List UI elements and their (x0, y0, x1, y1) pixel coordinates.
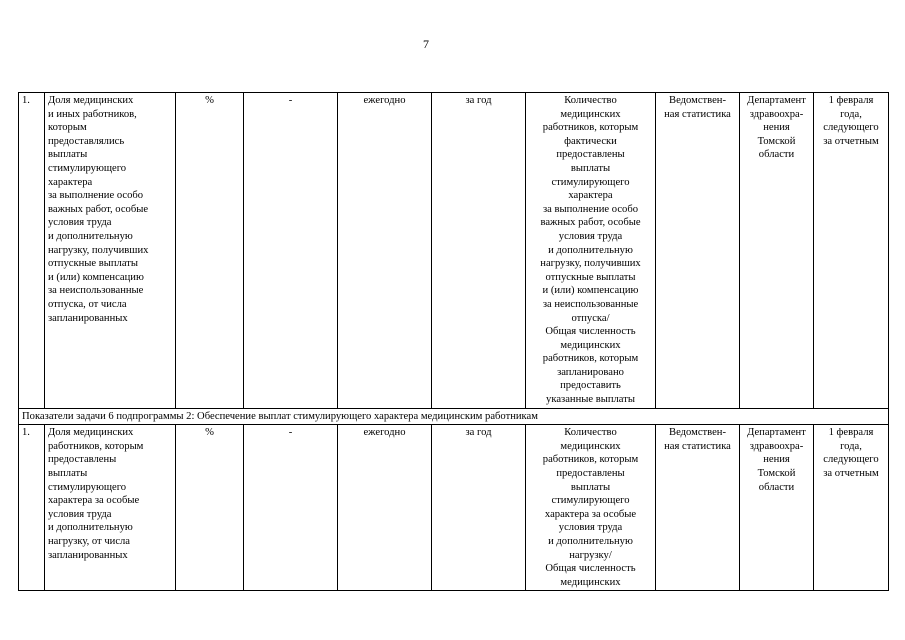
section-heading: Показатели задачи 6 подпрограммы 2: Обеспечение выплат стимулирующего характера медицинским работникам (19, 408, 889, 425)
unit-cell: % (176, 93, 244, 409)
row-number: 1. (19, 93, 45, 409)
deadline-cell: 1 февраля года, следующего за отчетным (814, 93, 889, 409)
formula-cell: Количество медицинских работников, которым предоставлены выплаты стимулирующего характера за особые условия труда и дополнительную нагрузку/ Общая численность медицинских (526, 425, 656, 591)
table-row (19, 93, 889, 409)
responsible-cell: Департамент здравоохра- нения Томской области (740, 425, 814, 591)
periodicity-cell: ежегодно (338, 93, 432, 409)
periodicity-cell: ежегодно (338, 425, 432, 591)
dash-cell: - (244, 93, 338, 409)
unit-cell: % (176, 425, 244, 591)
section-row (19, 408, 889, 425)
row-number: 1. (19, 425, 45, 591)
deadline-cell: 1 февраля года, следующего за отчетным (814, 425, 889, 591)
formula-cell: Количество медицинских работников, которым фактически предоставлены выплаты стимулирующего характера за выполнение особо важных работ, особые условия труда и дополнительную нагрузку, получивших отпускные выплаты и (или) компенсацию за неиспользованные отпуска/ Общая численность медицинских работников, которым запланировано предоставить указанные выплаты (526, 93, 656, 409)
indicator-name: Доля медицинских работников, которым предоставлены выплаты стимулирующего характера за особые условия труда и дополнительную нагрузку, от числа запланированных (45, 425, 176, 591)
responsible-cell: Департамент здравоохра- нения Томской области (740, 93, 814, 409)
period-cell: за год (432, 93, 526, 409)
table-row (19, 425, 889, 591)
page-number: 7 (423, 37, 429, 51)
source-cell: Ведомствен- ная статистика (656, 425, 740, 591)
dash-cell: - (244, 425, 338, 591)
indicators-table (18, 92, 889, 591)
period-cell: за год (432, 425, 526, 591)
indicator-name: Доля медицинских и иных работников, которым предоставлялись выплаты стимулирующего характера за выполнение особо важных работ, особые условия труда и дополнительную нагрузку, получивших отпускные выплаты и (или) компенсацию за неиспользованные отпуска, от числа запланированных (45, 93, 176, 409)
source-cell: Ведомствен- ная статистика (656, 93, 740, 409)
